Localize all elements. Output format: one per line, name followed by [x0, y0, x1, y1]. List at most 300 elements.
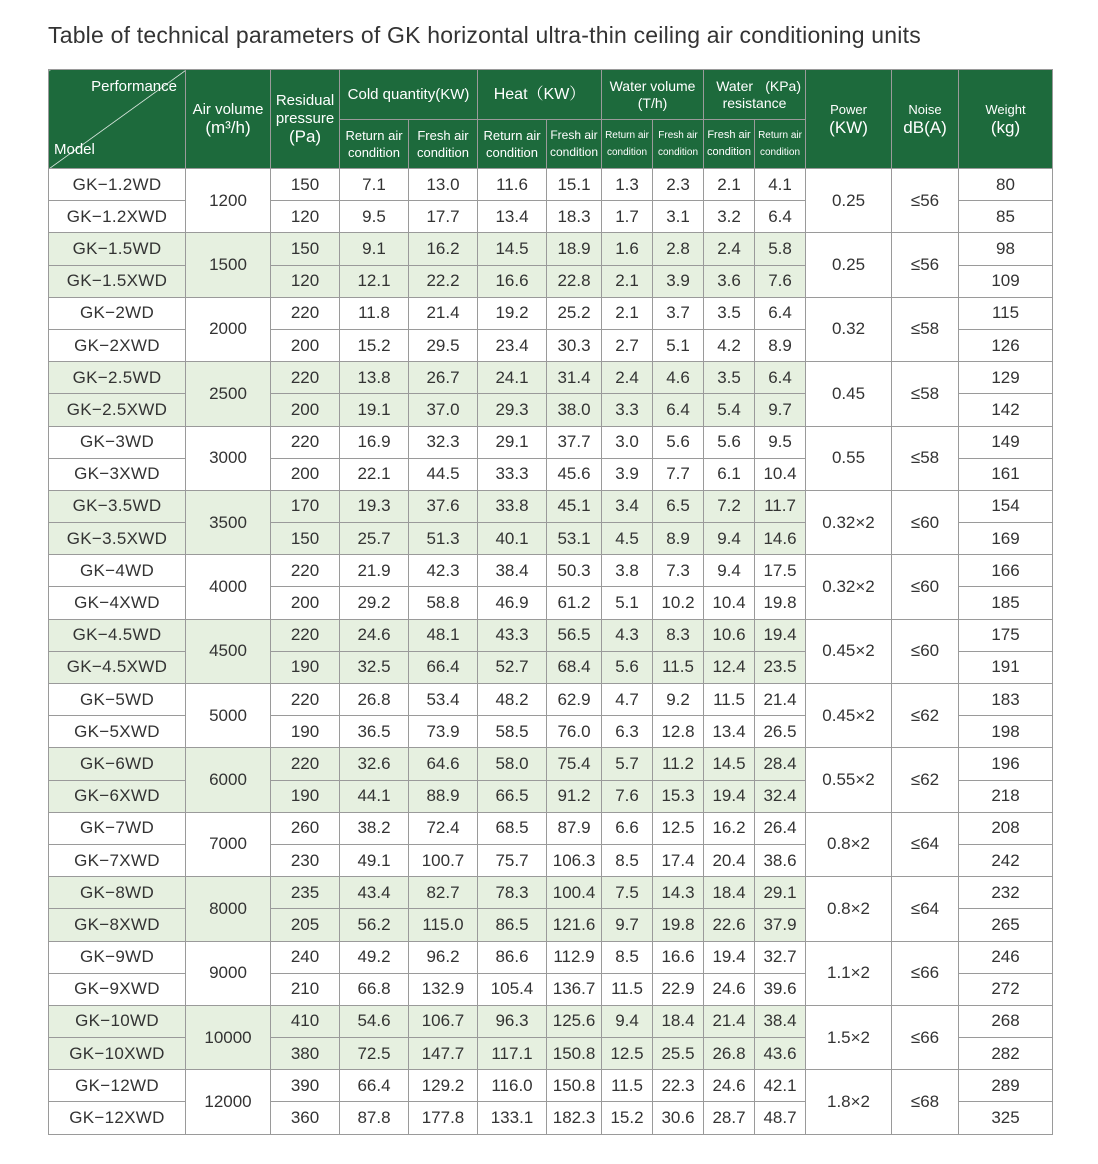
air-volume-cell: 12000	[186, 1070, 271, 1134]
table-row	[49, 426, 1053, 458]
res-fresh-cell: 16.2	[704, 812, 755, 844]
heat-fresh-cell: 56.5	[547, 619, 602, 651]
heat-return-cell: 66.5	[478, 780, 547, 812]
weight-cell: 126	[959, 329, 1053, 361]
noise-cell: ≤64	[892, 877, 959, 941]
cold-return-cell: 22.1	[340, 458, 409, 490]
res-return-cell: 19.8	[755, 587, 806, 619]
res-return-cell: 6.4	[755, 297, 806, 329]
header-weight: Weight (kg)	[959, 70, 1053, 169]
cold-return-cell: 24.6	[340, 619, 409, 651]
water-return-cell: 5.1	[602, 587, 653, 619]
heat-return-cell: 58.5	[478, 716, 547, 748]
water-return-cell: 3.3	[602, 394, 653, 426]
heat-fresh-cell: 75.4	[547, 748, 602, 780]
pressure-cell: 200	[271, 394, 340, 426]
model-cell: GK−4XWD	[49, 587, 186, 619]
pressure-cell: 150	[271, 169, 340, 201]
cold-fresh-cell: 72.4	[409, 812, 478, 844]
heat-return-cell: 33.8	[478, 490, 547, 522]
noise-cell: ≤64	[892, 812, 959, 876]
noise-cell: ≤58	[892, 426, 959, 490]
res-return-cell: 32.7	[755, 941, 806, 973]
table-row	[49, 619, 1053, 651]
power-cell: 1.5×2	[806, 1005, 892, 1069]
water-fresh-cell: 14.3	[653, 877, 704, 909]
cold-fresh-cell: 44.5	[409, 458, 478, 490]
water-return-cell: 2.1	[602, 265, 653, 297]
air-volume-cell: 3500	[186, 490, 271, 554]
heat-return-cell: 19.2	[478, 297, 547, 329]
pressure-cell: 200	[271, 329, 340, 361]
pressure-cell: 220	[271, 619, 340, 651]
water-fresh-cell: 22.3	[653, 1070, 704, 1102]
water-return-cell: 3.4	[602, 490, 653, 522]
res-return-cell: 7.6	[755, 265, 806, 297]
water-return-cell: 7.5	[602, 877, 653, 909]
water-return-cell: 6.6	[602, 812, 653, 844]
cold-fresh-cell: 82.7	[409, 877, 478, 909]
water-return-cell: 8.5	[602, 844, 653, 876]
noise-cell: ≤60	[892, 490, 959, 554]
water-fresh-cell: 5.1	[653, 329, 704, 361]
res-return-cell: 26.4	[755, 812, 806, 844]
cold-fresh-cell: 21.4	[409, 297, 478, 329]
heat-fresh-cell: 30.3	[547, 329, 602, 361]
water-return-cell: 5.7	[602, 748, 653, 780]
res-fresh-cell: 3.2	[704, 201, 755, 233]
res-fresh-cell: 13.4	[704, 716, 755, 748]
model-cell: GK−7WD	[49, 812, 186, 844]
cold-return-cell: 16.9	[340, 426, 409, 458]
noise-cell: ≤62	[892, 748, 959, 812]
weight-cell: 282	[959, 1038, 1053, 1070]
heat-fresh-cell: 37.7	[547, 426, 602, 458]
air-volume-cell: 3000	[186, 426, 271, 490]
pressure-cell: 220	[271, 297, 340, 329]
model-cell: GK−3.5XWD	[49, 523, 186, 555]
water-fresh-cell: 12.5	[653, 812, 704, 844]
heat-return-cell: 96.3	[478, 1005, 547, 1037]
table-row	[49, 233, 1053, 265]
water-return-cell: 5.6	[602, 651, 653, 683]
res-return-cell: 38.4	[755, 1005, 806, 1037]
cold-return-cell: 36.5	[340, 716, 409, 748]
cold-fresh-cell: 100.7	[409, 844, 478, 876]
cold-return-cell: 72.5	[340, 1038, 409, 1070]
cold-return-cell: 29.2	[340, 587, 409, 619]
weight-cell: 109	[959, 265, 1053, 297]
heat-return-cell: 29.1	[478, 426, 547, 458]
water-fresh-cell: 3.1	[653, 201, 704, 233]
heat-return-cell: 75.7	[478, 844, 547, 876]
cold-fresh-cell: 88.9	[409, 780, 478, 812]
heat-return-cell: 78.3	[478, 877, 547, 909]
res-return-cell: 9.7	[755, 394, 806, 426]
power-cell: 0.8×2	[806, 812, 892, 876]
res-return-cell: 42.1	[755, 1070, 806, 1102]
pressure-cell: 390	[271, 1070, 340, 1102]
heat-fresh-cell: 15.1	[547, 169, 602, 201]
res-fresh-cell: 24.6	[704, 1070, 755, 1102]
water-return-cell: 2.1	[602, 297, 653, 329]
res-fresh-cell: 24.6	[704, 973, 755, 1005]
water-return-cell: 3.9	[602, 458, 653, 490]
cold-return-cell: 9.1	[340, 233, 409, 265]
weight-cell: 183	[959, 684, 1053, 716]
header-water-fresh-air: Fresh air condition	[653, 120, 704, 169]
water-fresh-cell: 2.3	[653, 169, 704, 201]
header-heat: Heat（KW）	[478, 70, 602, 120]
res-fresh-cell: 10.6	[704, 619, 755, 651]
weight-cell: 169	[959, 523, 1053, 555]
water-fresh-cell: 11.5	[653, 651, 704, 683]
heat-return-cell: 116.0	[478, 1070, 547, 1102]
heat-fresh-cell: 136.7	[547, 973, 602, 1005]
noise-cell: ≤58	[892, 297, 959, 361]
heat-return-cell: 68.5	[478, 812, 547, 844]
power-cell: 0.25	[806, 169, 892, 233]
heat-fresh-cell: 61.2	[547, 587, 602, 619]
cold-return-cell: 26.8	[340, 684, 409, 716]
heat-return-cell: 11.6	[478, 169, 547, 201]
weight-cell: 80	[959, 169, 1053, 201]
res-return-cell: 38.6	[755, 844, 806, 876]
res-fresh-cell: 20.4	[704, 844, 755, 876]
res-return-cell: 11.7	[755, 490, 806, 522]
table-row	[49, 877, 1053, 909]
heat-fresh-cell: 18.9	[547, 233, 602, 265]
cold-return-cell: 19.3	[340, 490, 409, 522]
model-cell: GK−1.5XWD	[49, 265, 186, 297]
heat-fresh-cell: 150.8	[547, 1038, 602, 1070]
water-return-cell: 2.4	[602, 362, 653, 394]
header-cold-return-air: Return air condition	[340, 120, 409, 169]
power-cell: 0.8×2	[806, 877, 892, 941]
model-cell: GK−2.5XWD	[49, 394, 186, 426]
water-fresh-cell: 11.2	[653, 748, 704, 780]
power-cell: 0.32×2	[806, 490, 892, 554]
water-return-cell: 1.7	[602, 201, 653, 233]
cold-return-cell: 9.5	[340, 201, 409, 233]
weight-cell: 196	[959, 748, 1053, 780]
res-fresh-cell: 22.6	[704, 909, 755, 941]
table-body	[49, 169, 1053, 1135]
noise-cell: ≤56	[892, 169, 959, 233]
water-fresh-cell: 12.8	[653, 716, 704, 748]
pressure-cell: 360	[271, 1102, 340, 1134]
air-volume-cell: 5000	[186, 684, 271, 748]
res-return-cell: 37.9	[755, 909, 806, 941]
pressure-cell: 410	[271, 1005, 340, 1037]
heat-fresh-cell: 68.4	[547, 651, 602, 683]
cold-return-cell: 11.8	[340, 297, 409, 329]
pressure-cell: 240	[271, 941, 340, 973]
res-return-cell: 4.1	[755, 169, 806, 201]
weight-cell: 149	[959, 426, 1053, 458]
noise-cell: ≤60	[892, 555, 959, 619]
cold-return-cell: 44.1	[340, 780, 409, 812]
water-fresh-cell: 15.3	[653, 780, 704, 812]
cold-fresh-cell: 66.4	[409, 651, 478, 683]
heat-return-cell: 48.2	[478, 684, 547, 716]
water-fresh-cell: 25.5	[653, 1038, 704, 1070]
cold-return-cell: 13.8	[340, 362, 409, 394]
res-fresh-cell: 4.2	[704, 329, 755, 361]
model-cell: GK−9WD	[49, 941, 186, 973]
heat-fresh-cell: 121.6	[547, 909, 602, 941]
cold-fresh-cell: 58.8	[409, 587, 478, 619]
res-return-cell: 28.4	[755, 748, 806, 780]
heat-fresh-cell: 112.9	[547, 941, 602, 973]
header-model: Model	[54, 141, 95, 158]
header-resistance-return-air: Return air condition	[755, 120, 806, 169]
noise-cell: ≤62	[892, 684, 959, 748]
heat-fresh-cell: 31.4	[547, 362, 602, 394]
weight-cell: 115	[959, 297, 1053, 329]
pressure-cell: 220	[271, 426, 340, 458]
water-return-cell: 4.5	[602, 523, 653, 555]
cold-return-cell: 54.6	[340, 1005, 409, 1037]
header-air-volume: Air volume (m³/h)	[186, 70, 271, 169]
weight-cell: 198	[959, 716, 1053, 748]
power-cell: 0.45×2	[806, 684, 892, 748]
noise-cell: ≤56	[892, 233, 959, 297]
weight-cell: 232	[959, 877, 1053, 909]
pressure-cell: 260	[271, 812, 340, 844]
heat-fresh-cell: 87.9	[547, 812, 602, 844]
pressure-cell: 120	[271, 265, 340, 297]
table-row	[49, 362, 1053, 394]
cold-fresh-cell: 42.3	[409, 555, 478, 587]
table-header	[49, 70, 1053, 169]
header-heat-return-air: Return air condition	[478, 120, 547, 169]
water-return-cell: 3.0	[602, 426, 653, 458]
heat-return-cell: 40.1	[478, 523, 547, 555]
cold-return-cell: 56.2	[340, 909, 409, 941]
cold-fresh-cell: 51.3	[409, 523, 478, 555]
res-fresh-cell: 2.4	[704, 233, 755, 265]
water-fresh-cell: 18.4	[653, 1005, 704, 1037]
table-row	[49, 555, 1053, 587]
water-return-cell: 4.3	[602, 619, 653, 651]
model-cell: GK−1.5WD	[49, 233, 186, 265]
header-water-volume: Water volume (T/h)	[602, 70, 704, 120]
heat-fresh-cell: 38.0	[547, 394, 602, 426]
header-power: Power (KW)	[806, 70, 892, 169]
noise-cell: ≤68	[892, 1070, 959, 1134]
table-row	[49, 748, 1053, 780]
res-fresh-cell: 11.5	[704, 684, 755, 716]
power-cell: 0.32×2	[806, 555, 892, 619]
cold-fresh-cell: 53.4	[409, 684, 478, 716]
water-fresh-cell: 2.8	[653, 233, 704, 265]
cold-return-cell: 25.7	[340, 523, 409, 555]
res-return-cell: 10.4	[755, 458, 806, 490]
power-cell: 1.8×2	[806, 1070, 892, 1134]
heat-return-cell: 58.0	[478, 748, 547, 780]
cold-return-cell: 43.4	[340, 877, 409, 909]
table-row	[49, 490, 1053, 522]
weight-cell: 161	[959, 458, 1053, 490]
header-performance: Performance	[91, 78, 177, 95]
water-return-cell: 9.4	[602, 1005, 653, 1037]
res-return-cell: 5.8	[755, 233, 806, 265]
model-cell: GK−4.5WD	[49, 619, 186, 651]
heat-return-cell: 24.1	[478, 362, 547, 394]
power-cell: 0.45	[806, 362, 892, 426]
res-return-cell: 32.4	[755, 780, 806, 812]
pressure-cell: 220	[271, 748, 340, 780]
heat-return-cell: 117.1	[478, 1038, 547, 1070]
weight-cell: 175	[959, 619, 1053, 651]
model-cell: GK−3XWD	[49, 458, 186, 490]
res-fresh-cell: 14.5	[704, 748, 755, 780]
cold-return-cell: 12.1	[340, 265, 409, 297]
header-heat-fresh-air: Fresh air condition	[547, 120, 602, 169]
cold-fresh-cell: 22.2	[409, 265, 478, 297]
heat-return-cell: 29.3	[478, 394, 547, 426]
water-fresh-cell: 5.6	[653, 426, 704, 458]
air-volume-cell: 2000	[186, 297, 271, 361]
weight-cell: 325	[959, 1102, 1053, 1134]
noise-cell: ≤58	[892, 362, 959, 426]
pressure-cell: 190	[271, 780, 340, 812]
weight-cell: 185	[959, 587, 1053, 619]
res-fresh-cell: 3.6	[704, 265, 755, 297]
weight-cell: 166	[959, 555, 1053, 587]
cold-fresh-cell: 106.7	[409, 1005, 478, 1037]
heat-return-cell: 133.1	[478, 1102, 547, 1134]
water-fresh-cell: 3.9	[653, 265, 704, 297]
weight-cell: 246	[959, 941, 1053, 973]
water-fresh-cell: 3.7	[653, 297, 704, 329]
air-volume-cell: 9000	[186, 941, 271, 1005]
heat-return-cell: 86.6	[478, 941, 547, 973]
model-cell: GK−10WD	[49, 1005, 186, 1037]
res-fresh-cell: 19.4	[704, 780, 755, 812]
model-cell: GK−3WD	[49, 426, 186, 458]
res-fresh-cell: 3.5	[704, 362, 755, 394]
water-fresh-cell: 17.4	[653, 844, 704, 876]
heat-fresh-cell: 50.3	[547, 555, 602, 587]
heat-return-cell: 33.3	[478, 458, 547, 490]
pressure-cell: 150	[271, 233, 340, 265]
cold-return-cell: 66.4	[340, 1070, 409, 1102]
table-row	[49, 169, 1053, 201]
water-fresh-cell: 6.4	[653, 394, 704, 426]
res-return-cell: 43.6	[755, 1038, 806, 1070]
pressure-cell: 120	[271, 201, 340, 233]
water-fresh-cell: 19.8	[653, 909, 704, 941]
res-return-cell: 9.5	[755, 426, 806, 458]
cold-fresh-cell: 29.5	[409, 329, 478, 361]
res-fresh-cell: 6.1	[704, 458, 755, 490]
cold-return-cell: 38.2	[340, 812, 409, 844]
model-cell: GK−1.2WD	[49, 169, 186, 201]
power-cell: 0.32	[806, 297, 892, 361]
water-return-cell: 4.7	[602, 684, 653, 716]
air-volume-cell: 1500	[186, 233, 271, 297]
res-fresh-cell: 10.4	[704, 587, 755, 619]
weight-cell: 129	[959, 362, 1053, 394]
power-cell: 0.45×2	[806, 619, 892, 683]
air-volume-cell: 1200	[186, 169, 271, 233]
res-return-cell: 39.6	[755, 973, 806, 1005]
cold-fresh-cell: 16.2	[409, 233, 478, 265]
weight-cell: 289	[959, 1070, 1053, 1102]
cold-return-cell: 7.1	[340, 169, 409, 201]
air-volume-cell: 8000	[186, 877, 271, 941]
model-cell: GK−5XWD	[49, 716, 186, 748]
model-cell: GK−10XWD	[49, 1038, 186, 1070]
pressure-cell: 230	[271, 844, 340, 876]
res-return-cell: 19.4	[755, 619, 806, 651]
table-row	[49, 1005, 1053, 1037]
pressure-cell: 220	[271, 362, 340, 394]
res-return-cell: 23.5	[755, 651, 806, 683]
weight-cell: 142	[959, 394, 1053, 426]
model-cell: GK−5WD	[49, 684, 186, 716]
water-return-cell: 7.6	[602, 780, 653, 812]
table-row	[49, 684, 1053, 716]
cold-fresh-cell: 48.1	[409, 619, 478, 651]
air-volume-cell: 4500	[186, 619, 271, 683]
res-fresh-cell: 5.4	[704, 394, 755, 426]
heat-fresh-cell: 25.2	[547, 297, 602, 329]
water-fresh-cell: 8.9	[653, 523, 704, 555]
heat-fresh-cell: 22.8	[547, 265, 602, 297]
heat-return-cell: 86.5	[478, 909, 547, 941]
cold-return-cell: 87.8	[340, 1102, 409, 1134]
cold-return-cell: 15.2	[340, 329, 409, 361]
heat-fresh-cell: 91.2	[547, 780, 602, 812]
header-cold-fresh-air: Fresh air condition	[409, 120, 478, 169]
res-fresh-cell: 21.4	[704, 1005, 755, 1037]
water-fresh-cell: 4.6	[653, 362, 704, 394]
cold-return-cell: 32.6	[340, 748, 409, 780]
cold-fresh-cell: 13.0	[409, 169, 478, 201]
model-cell: GK−4.5XWD	[49, 651, 186, 683]
cold-return-cell: 49.1	[340, 844, 409, 876]
cold-fresh-cell: 17.7	[409, 201, 478, 233]
heat-fresh-cell: 106.3	[547, 844, 602, 876]
water-fresh-cell: 16.6	[653, 941, 704, 973]
cold-fresh-cell: 129.2	[409, 1070, 478, 1102]
heat-fresh-cell: 125.6	[547, 1005, 602, 1037]
pressure-cell: 210	[271, 973, 340, 1005]
water-fresh-cell: 9.2	[653, 684, 704, 716]
model-cell: GK−8XWD	[49, 909, 186, 941]
res-fresh-cell: 7.2	[704, 490, 755, 522]
res-fresh-cell: 9.4	[704, 523, 755, 555]
cold-fresh-cell: 147.7	[409, 1038, 478, 1070]
heat-return-cell: 13.4	[478, 201, 547, 233]
header-resistance-fresh-air: Fresh air condition	[704, 120, 755, 169]
water-return-cell: 12.5	[602, 1038, 653, 1070]
model-cell: GK−3.5WD	[49, 490, 186, 522]
heat-return-cell: 105.4	[478, 973, 547, 1005]
res-return-cell: 29.1	[755, 877, 806, 909]
res-return-cell: 14.6	[755, 523, 806, 555]
power-cell: 0.55	[806, 426, 892, 490]
header-residual-pressure: Residual pressure (Pa)	[271, 70, 340, 169]
water-fresh-cell: 7.3	[653, 555, 704, 587]
pressure-cell: 235	[271, 877, 340, 909]
weight-cell: 98	[959, 233, 1053, 265]
air-volume-cell: 4000	[186, 555, 271, 619]
res-return-cell: 48.7	[755, 1102, 806, 1134]
